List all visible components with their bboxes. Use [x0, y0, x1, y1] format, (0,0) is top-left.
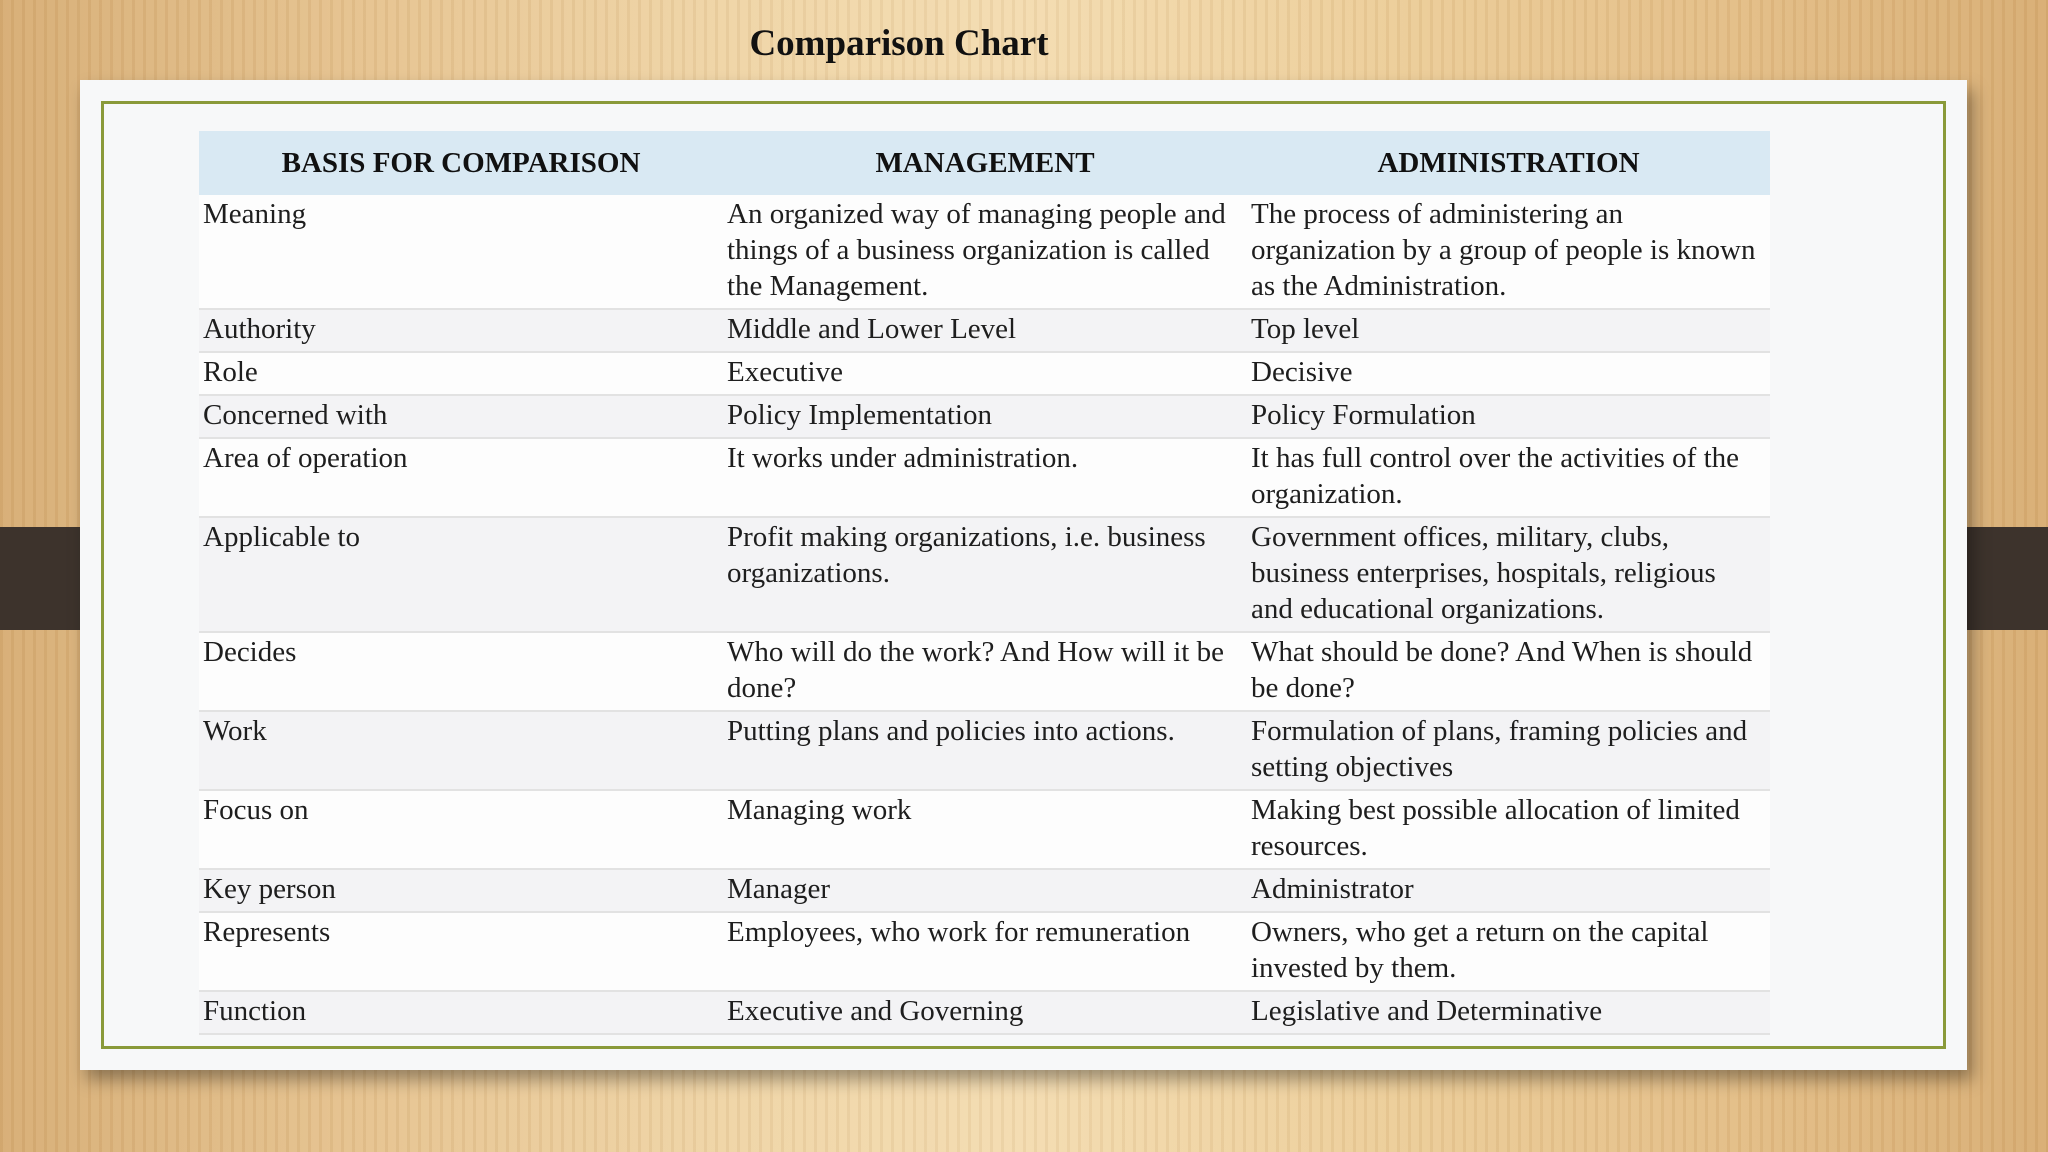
cell-administration: Owners, who get a return on the capital invested by them.: [1247, 912, 1770, 991]
table-row: [199, 195, 1770, 309]
cell-basis: Meaning: [199, 195, 723, 309]
cell-administration: Administrator: [1247, 869, 1770, 912]
cell-management: Employees, who work for remuneration: [723, 912, 1247, 991]
cell-administration: It has full control over the activities of the organization.: [1247, 438, 1770, 517]
content-card: [80, 80, 1967, 1070]
cell-basis: Function: [199, 991, 723, 1034]
table-row: [199, 309, 1770, 352]
cell-administration: Top level: [1247, 309, 1770, 352]
cell-management: Putting plans and policies into actions.: [723, 711, 1247, 790]
cell-basis: Focus on: [199, 790, 723, 869]
header-administration: ADMINISTRATION: [1247, 131, 1770, 195]
table-header-row: [199, 131, 1770, 195]
cell-management: Managing work: [723, 790, 1247, 869]
cell-administration: Decisive: [1247, 352, 1770, 395]
cell-management: It works under administration.: [723, 438, 1247, 517]
cell-administration: The process of administering an organization by a group of people is known as the Administration.: [1247, 195, 1770, 309]
slide-title: Comparison Chart: [749, 23, 1049, 64]
cell-management: Profit making organizations, i.e. business organizations.: [723, 517, 1247, 632]
cell-basis: Role: [199, 352, 723, 395]
comparison-table: [199, 131, 1770, 1035]
table-row: [199, 632, 1770, 711]
cell-basis: Decides: [199, 632, 723, 711]
cell-administration: Making best possible allocation of limited resources.: [1247, 790, 1770, 869]
table-row: [199, 352, 1770, 395]
cell-management: Executive: [723, 352, 1247, 395]
cell-management: Policy Implementation: [723, 395, 1247, 438]
cell-management: Manager: [723, 869, 1247, 912]
table-row: [199, 438, 1770, 517]
cell-basis: Represents: [199, 912, 723, 991]
table-row: [199, 790, 1770, 869]
table-row: [199, 912, 1770, 991]
table-row: [199, 711, 1770, 790]
cell-basis: Applicable to: [199, 517, 723, 632]
cell-basis: Concerned with: [199, 395, 723, 438]
table-row: [199, 869, 1770, 912]
cell-management: An organized way of managing people and things of a business organization is called the Management.: [723, 195, 1247, 309]
cell-management: Middle and Lower Level: [723, 309, 1247, 352]
cell-management: Executive and Governing: [723, 991, 1247, 1034]
cell-administration: What should be done? And When is should be done?: [1247, 632, 1770, 711]
header-management: MANAGEMENT: [723, 131, 1247, 195]
cell-management: Who will do the work? And How will it be done?: [723, 632, 1247, 711]
cell-administration: Formulation of plans, framing policies and setting objectives: [1247, 711, 1770, 790]
header-basis: BASIS FOR COMPARISON: [199, 131, 723, 195]
cell-administration: Government offices, military, clubs, business enterprises, hospitals, religious and educational organizations.: [1247, 517, 1770, 632]
cell-basis: Area of operation: [199, 438, 723, 517]
cell-basis: Work: [199, 711, 723, 790]
cell-basis: Key person: [199, 869, 723, 912]
table-row: [199, 395, 1770, 438]
cell-administration: Legislative and Determinative: [1247, 991, 1770, 1034]
cell-basis: Authority: [199, 309, 723, 352]
table-row: [199, 991, 1770, 1034]
table-row: [199, 517, 1770, 632]
cell-administration: Policy Formulation: [1247, 395, 1770, 438]
